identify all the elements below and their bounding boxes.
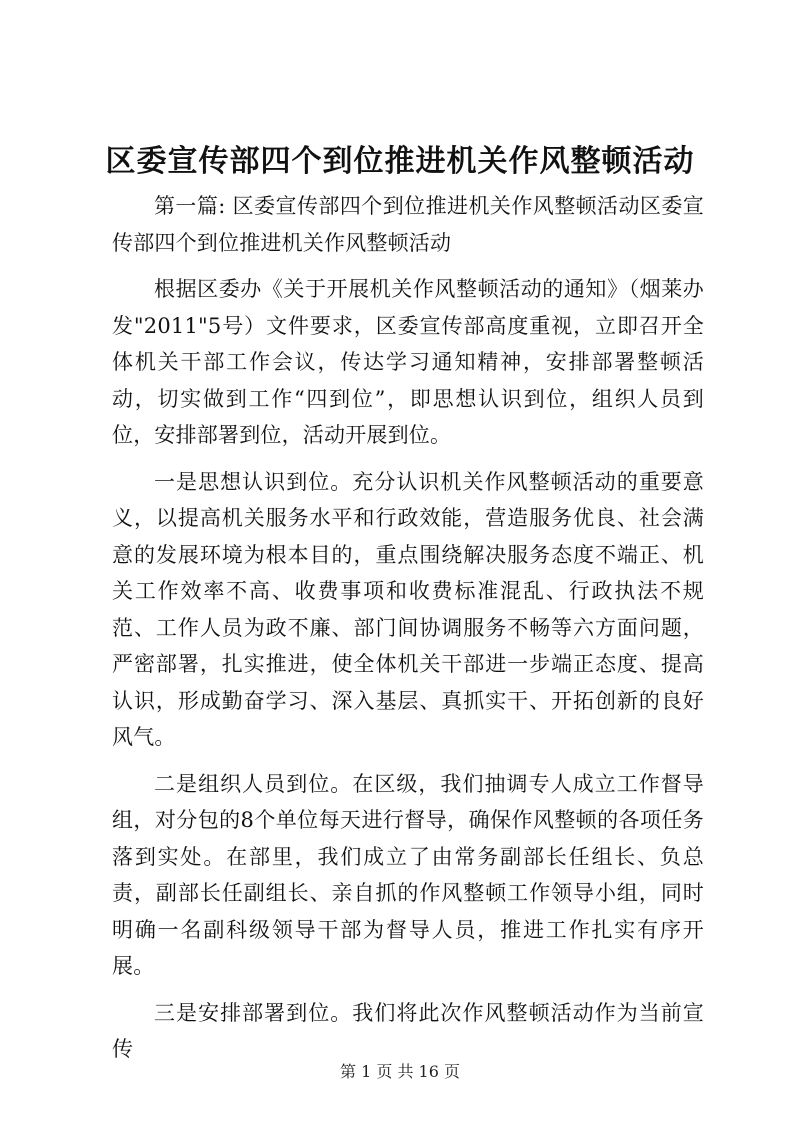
paragraph-arrangement: 三是安排部署到位。我们将此次作风整顿活动作为当前宣传 [112, 1000, 704, 1061]
paragraph-organization: 二是组织人员到位。在区级，我们抽调专人成立工作督导组，对分包的8个单位每天进行督导，确保作风整顿的各项任务落到实处。在部里，我们成立了由常务副部长任组长、负总责，副部长任副组长、亲自抓的作风整顿工作领导小组，同时明确一名副科级领导干部为督导人员，推进工作扎实有序开展。 [112, 771, 704, 978]
document-body [112, 188, 704, 1078]
paragraph-intro: 根据区委办《关于开展机关作风整顿活动的通知》（烟莱办发"2011"5号）文件要求，区委宣传部高度重视，立即召开全体机关干部工作会议，传达学习通知精神，安排部署整顿活动，切实做到工作“四到位”，即思想认识到位，组织人员到位，安排部署到位，活动开展到位。 [112, 277, 704, 447]
document-title: 区委宣传部四个到位推进机关作风整顿活动 [105, 144, 695, 179]
paragraph-heading-line: 第一篇: 区委宣传部四个到位推进机关作风整顿活动区委宣传部四个到位推进机关作风整顿活动 [112, 194, 704, 255]
page-footer: 第 1 页 共 16 页 [340, 1062, 460, 1081]
paragraph-thinking: 一是思想认识到位。充分认识机关作风整顿活动的重要意义，以提高机关服务水平和行政效能，营造服务优良、社会满意的发展环境为根本目的，重点围绕解决服务态度不端正、机关工作效率不高、收费事项和收费标准混乱、行政执法不规范、工作人员为政不廉、部门间协调服务不畅等六方面问题，严密部署，扎实推进，使全体机关干部进一步端正态度、提高认识，形成勤奋学习、深入基层、真抓实干、开拓创新的良好风气。 [112, 469, 704, 749]
